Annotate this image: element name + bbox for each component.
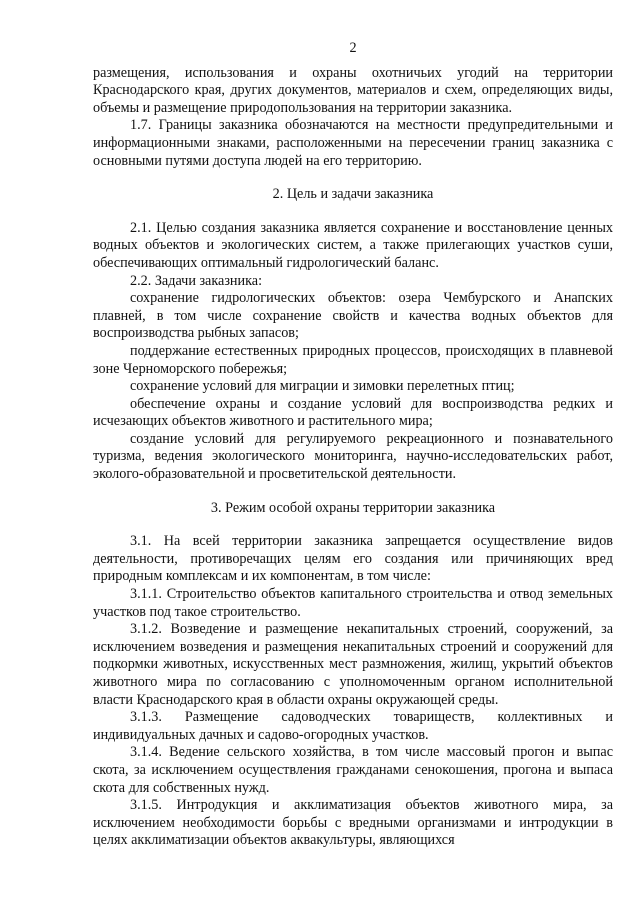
page-number: 2 [349, 40, 357, 56]
task-item: создание условий для регулируемого рекреационного и познавательного туризма, ведения экологического мониторинга, научно-исследовательских работ, эколого-образовательной и просветительской деятельности. [93, 430, 613, 483]
paragraph-1-7: 1.7. Границы заказника обозначаются на местности предупредительными и информационными знаками, расположенными на пересечении границ заказника с основными путями доступа людей на его территорию. [93, 117, 613, 169]
task-item: обеспечение охраны и создание условий для воспроизводства редких и исчезающих объектов животного и растительного мира; [93, 395, 613, 430]
section-2-heading: 2. Цель и задачи заказника [272, 186, 434, 203]
paragraph-3-1-1: 3.1.1. Строительство объектов капитального строительства и отвод земельных участков под такое строительство. [93, 586, 613, 620]
paragraph-2-2: 2.2. Задачи заказника: [130, 272, 263, 289]
paragraph-2-1: 2.1. Целью создания заказника является сохранение и восстановление ценных водных объектов и экологических систем, а также прилегающих участков суши, обеспечивающих оптимальный гидрологический баланс. [93, 219, 613, 271]
paragraph-3-1-5: 3.1.5. Интродукция и акклиматизация объектов животного мира, за исключением необходимости борьбы с вредными организмами и интродукции в целях акклиматизации объектов аквакультуры, являющихся [93, 797, 613, 849]
paragraph-3-1: 3.1. На всей территории заказника запрещается осуществление видов деятельности, противоречащих целям его создания или причиняющих вред природным комплексам и их компонентам, в том числе: [93, 533, 613, 585]
task-item: поддержание естественных природных процессов, происходящих в плавневой зоне Черноморского побережья; [93, 342, 613, 377]
paragraph-3-1-4: 3.1.4. Ведение сельского хозяйства, в том числе массовый прогон и выпас скота, за исключением осуществления гражданами сенокошения, прогона и выпаса скота для собственных нужд. [93, 744, 613, 796]
section-3-heading: 3. Режим особой охраны территории заказника [210, 499, 496, 516]
paragraph-continuation: размещения, использования и охраны охотничьих угодий на территории Краснодарского края, других документов, материалов и схем, определяющих виды, объемы и размещение природопользования на территории заказника. [93, 64, 613, 116]
task-item: сохранение условий для миграции и зимовки перелетных птиц; [130, 378, 515, 395]
task-item: сохранение гидрологических объектов: озера Чембурского и Анапских плавней, в том числе сохранение свойств и качества водных объектов для воспроизводства рыбных запасов; [93, 290, 613, 342]
text-column [93, 40, 613, 850]
paragraph-3-1-2: 3.1.2. Возведение и размещение некапитальных строений, сооружений, за исключением возведения и размещения некапитальных строений и сооружений для подкормки животных, искусственных мест размножения, жилищ, укрытий объектов животного мира по согласованию с уполномоченным органом исполнительной власти Краснодарского края в области охраны окружающей среды. [93, 621, 613, 708]
paragraph-3-1-3: 3.1.3. Размещение садоводческих товариществ, коллективных и индивидуальных дачных и садово-огородных участков. [93, 709, 613, 743]
